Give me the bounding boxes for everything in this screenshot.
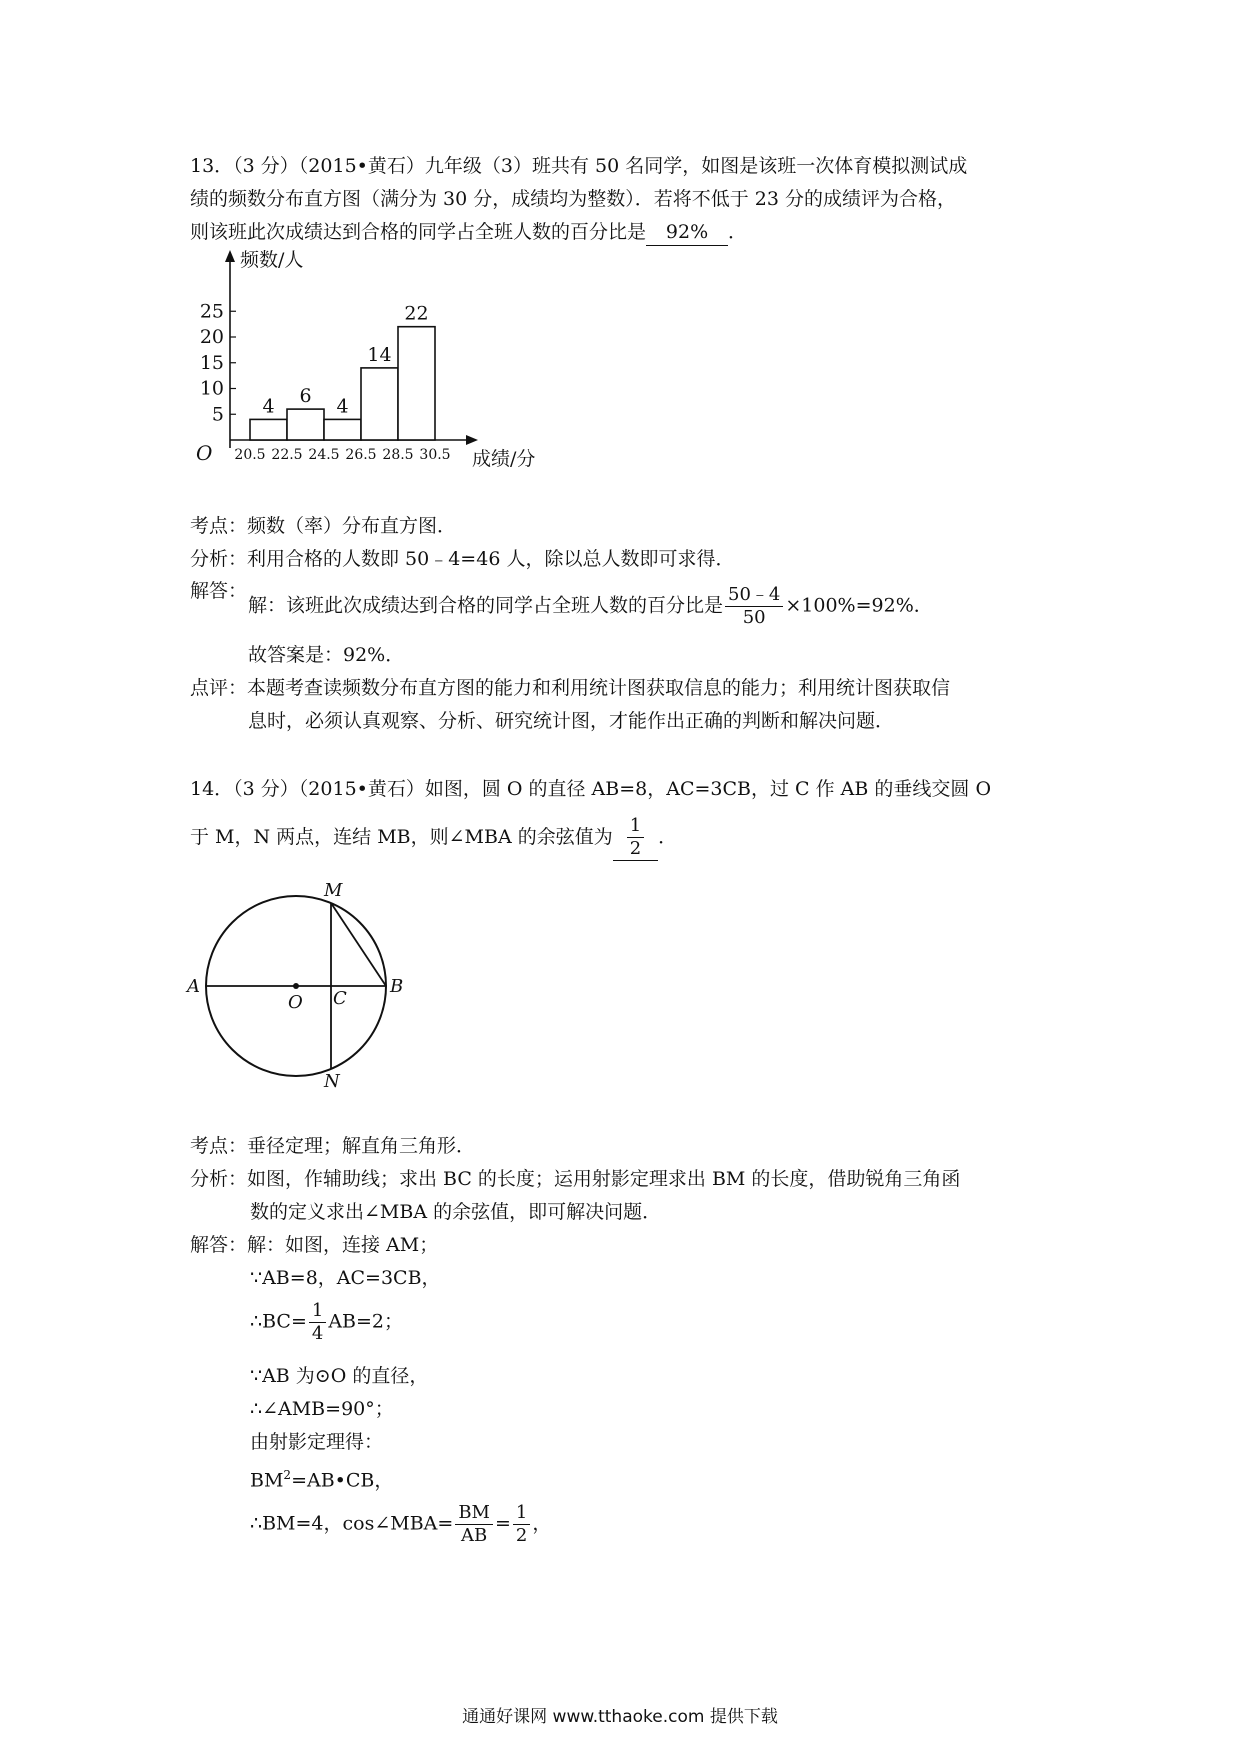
bar [324,419,361,440]
y-axis-label: 频数/人 [240,250,304,271]
q14-bm-num: BM [455,1502,493,1525]
q13-jieda [248,584,933,629]
q14-frac-bm-ab [455,1502,493,1547]
bar [361,368,398,440]
x-axis-arrow [466,435,478,445]
q13-line3-text: 则该班此次成绩达到合格的同学占全班人数的百分比是 [190,221,647,243]
bar [287,409,324,440]
q14-end: ． [658,826,678,848]
q14-jieda7-post: =AB•CB， [291,1469,394,1492]
q14-line1: 14．（3 分）（2015•黄石）如图，圆 O 的直径 AB=8，AC=3CB，过 C 作 AB 的垂线交圆 O [190,778,992,800]
q14-jieda3 [250,1300,403,1345]
q14-quarter-den: 4 [311,1323,324,1344]
q13-line3 [190,219,747,246]
q13-line2: 绩的频数分布直方图（满分为 30 分，成绩均为整数）．若将不低于 23 分的成绩评为合格， [190,188,957,210]
q14-jieda5: ∴∠AMB=90°； [250,1398,394,1420]
bar [398,327,435,440]
y-axis-arrow [225,250,235,262]
q13-jieda-text: 解：该班此次成绩达到合格的同学占全班人数的百分比是 [248,594,724,617]
q13-dianping2: 息时，必须认真观察、分析、研究统计图，才能作出正确的判断和解决问题． [248,710,895,732]
origin-label: O [196,441,213,465]
q14-frac-half [513,1502,530,1547]
y-tick-label: 10 [199,377,224,400]
q13-kaodian: 考点：频数（率）分布直方图． [190,515,457,537]
q13-guda: 故答案是：92%． [248,644,405,666]
segment-mb [331,903,386,986]
label-o: O [288,992,303,1013]
q14-jieda7-pre: BM [250,1469,284,1492]
bar-data-label: 22 [404,302,429,325]
bar-data-label: 4 [336,395,349,418]
q13-dianping1: 点评：本题考查读频数分布直方图的能力和利用统计图获取信息的能力；利用统计图获取信 [190,677,951,699]
q14-quarter-num: 1 [309,1300,326,1323]
label-b: B [390,976,404,997]
bar-data-label: 6 [299,385,312,408]
q14-ans-den: 2 [629,838,642,859]
q14-jieda1: 解答：解：如图，连接 AM； [190,1234,439,1256]
y-tick-label: 25 [199,300,224,323]
q13-frac-num: 50﹣4 [725,584,783,607]
q14-jieda2: ∵AB=8，AC=3CB， [250,1267,441,1289]
y-tick-label: 15 [199,351,224,374]
label-m: M [324,880,343,901]
y-tick-label: 5 [211,403,224,426]
histogram-chart [180,250,560,490]
q14-frac-quarter [309,1300,326,1345]
q14-line2-text: 于 M，N 两点，连结 MB，则∠MBA 的余弦值为 [190,826,613,848]
label-a: A [187,976,200,997]
q14-half-den: 2 [515,1525,528,1546]
q13-fraction [725,584,783,629]
x-axis-label: 成绩/分 [472,448,536,470]
q14-jieda8 [250,1502,551,1547]
q14-jieda3-pre: ∴BC= [250,1310,307,1333]
q14-jieda3-post: AB=2； [328,1310,404,1333]
bar-data-label: 14 [367,343,392,366]
x-tick-label: 28.5 [382,447,414,463]
x-tick-label: 22.5 [271,447,303,463]
x-tick-label: 20.5 [234,447,266,463]
q14-fenxi2: 数的定义求出∠MBA 的余弦值，即可解决问题． [250,1201,662,1223]
y-tick-label: 20 [199,326,224,348]
q13-answer-blank: 92% [646,219,728,246]
q14-jieda4: ∵AB 为⊙O 的直径， [250,1365,429,1387]
q13-jieda-tail: ×100%=92%． [785,594,933,617]
q14-jieda6: 由射影定理得： [250,1431,384,1453]
q14-ans-num: 1 [627,815,644,838]
q14-line2 [190,815,677,861]
q13-end: ． [728,221,748,243]
q14-jieda8-end: ， [532,1512,552,1535]
q14-jieda8-pre: ∴BM=4，cos∠MBA= [250,1512,454,1535]
bar-data-label: 4 [262,395,275,418]
q14-jieda8-eq: = [495,1512,511,1535]
label-c: C [333,988,347,1009]
q13-frac-den: 50 [742,607,766,628]
q14-ab-den: AB [461,1525,488,1546]
label-n: N [324,1071,340,1090]
circle-figure [185,880,415,1090]
q14-half-num: 1 [513,1502,530,1525]
q14-answer-blank [613,815,658,861]
q13-line1: 13．（3 分）（2015•黄石）九年级（3）班共有 50 名同学，如图是该班一次体育模拟测试成 [190,155,968,177]
bar [250,419,287,440]
x-tick-label: 30.5 [419,447,451,463]
q14-fenxi1: 分析：如图，作辅助线；求出 BC 的长度；运用射影定理求出 BM 的长度，借助锐角三角函 [190,1168,961,1190]
q14-jieda7 [250,1462,393,1493]
q13-jieda-label: 解答： [190,580,248,602]
footer: 通通好课网 www.tthaoke.com 提供下载 [462,1707,778,1727]
q13-fenxi: 分析：利用合格的人数即 50﹣4=46 人，除以总人数即可求得． [190,548,735,570]
q14-kaodian: 考点：垂径定理；解直角三角形． [190,1135,476,1157]
x-tick-label: 26.5 [345,447,377,463]
q14-jieda7-sup: 2 [283,1468,292,1482]
x-tick-label: 24.5 [308,447,340,463]
center-point [293,983,299,989]
